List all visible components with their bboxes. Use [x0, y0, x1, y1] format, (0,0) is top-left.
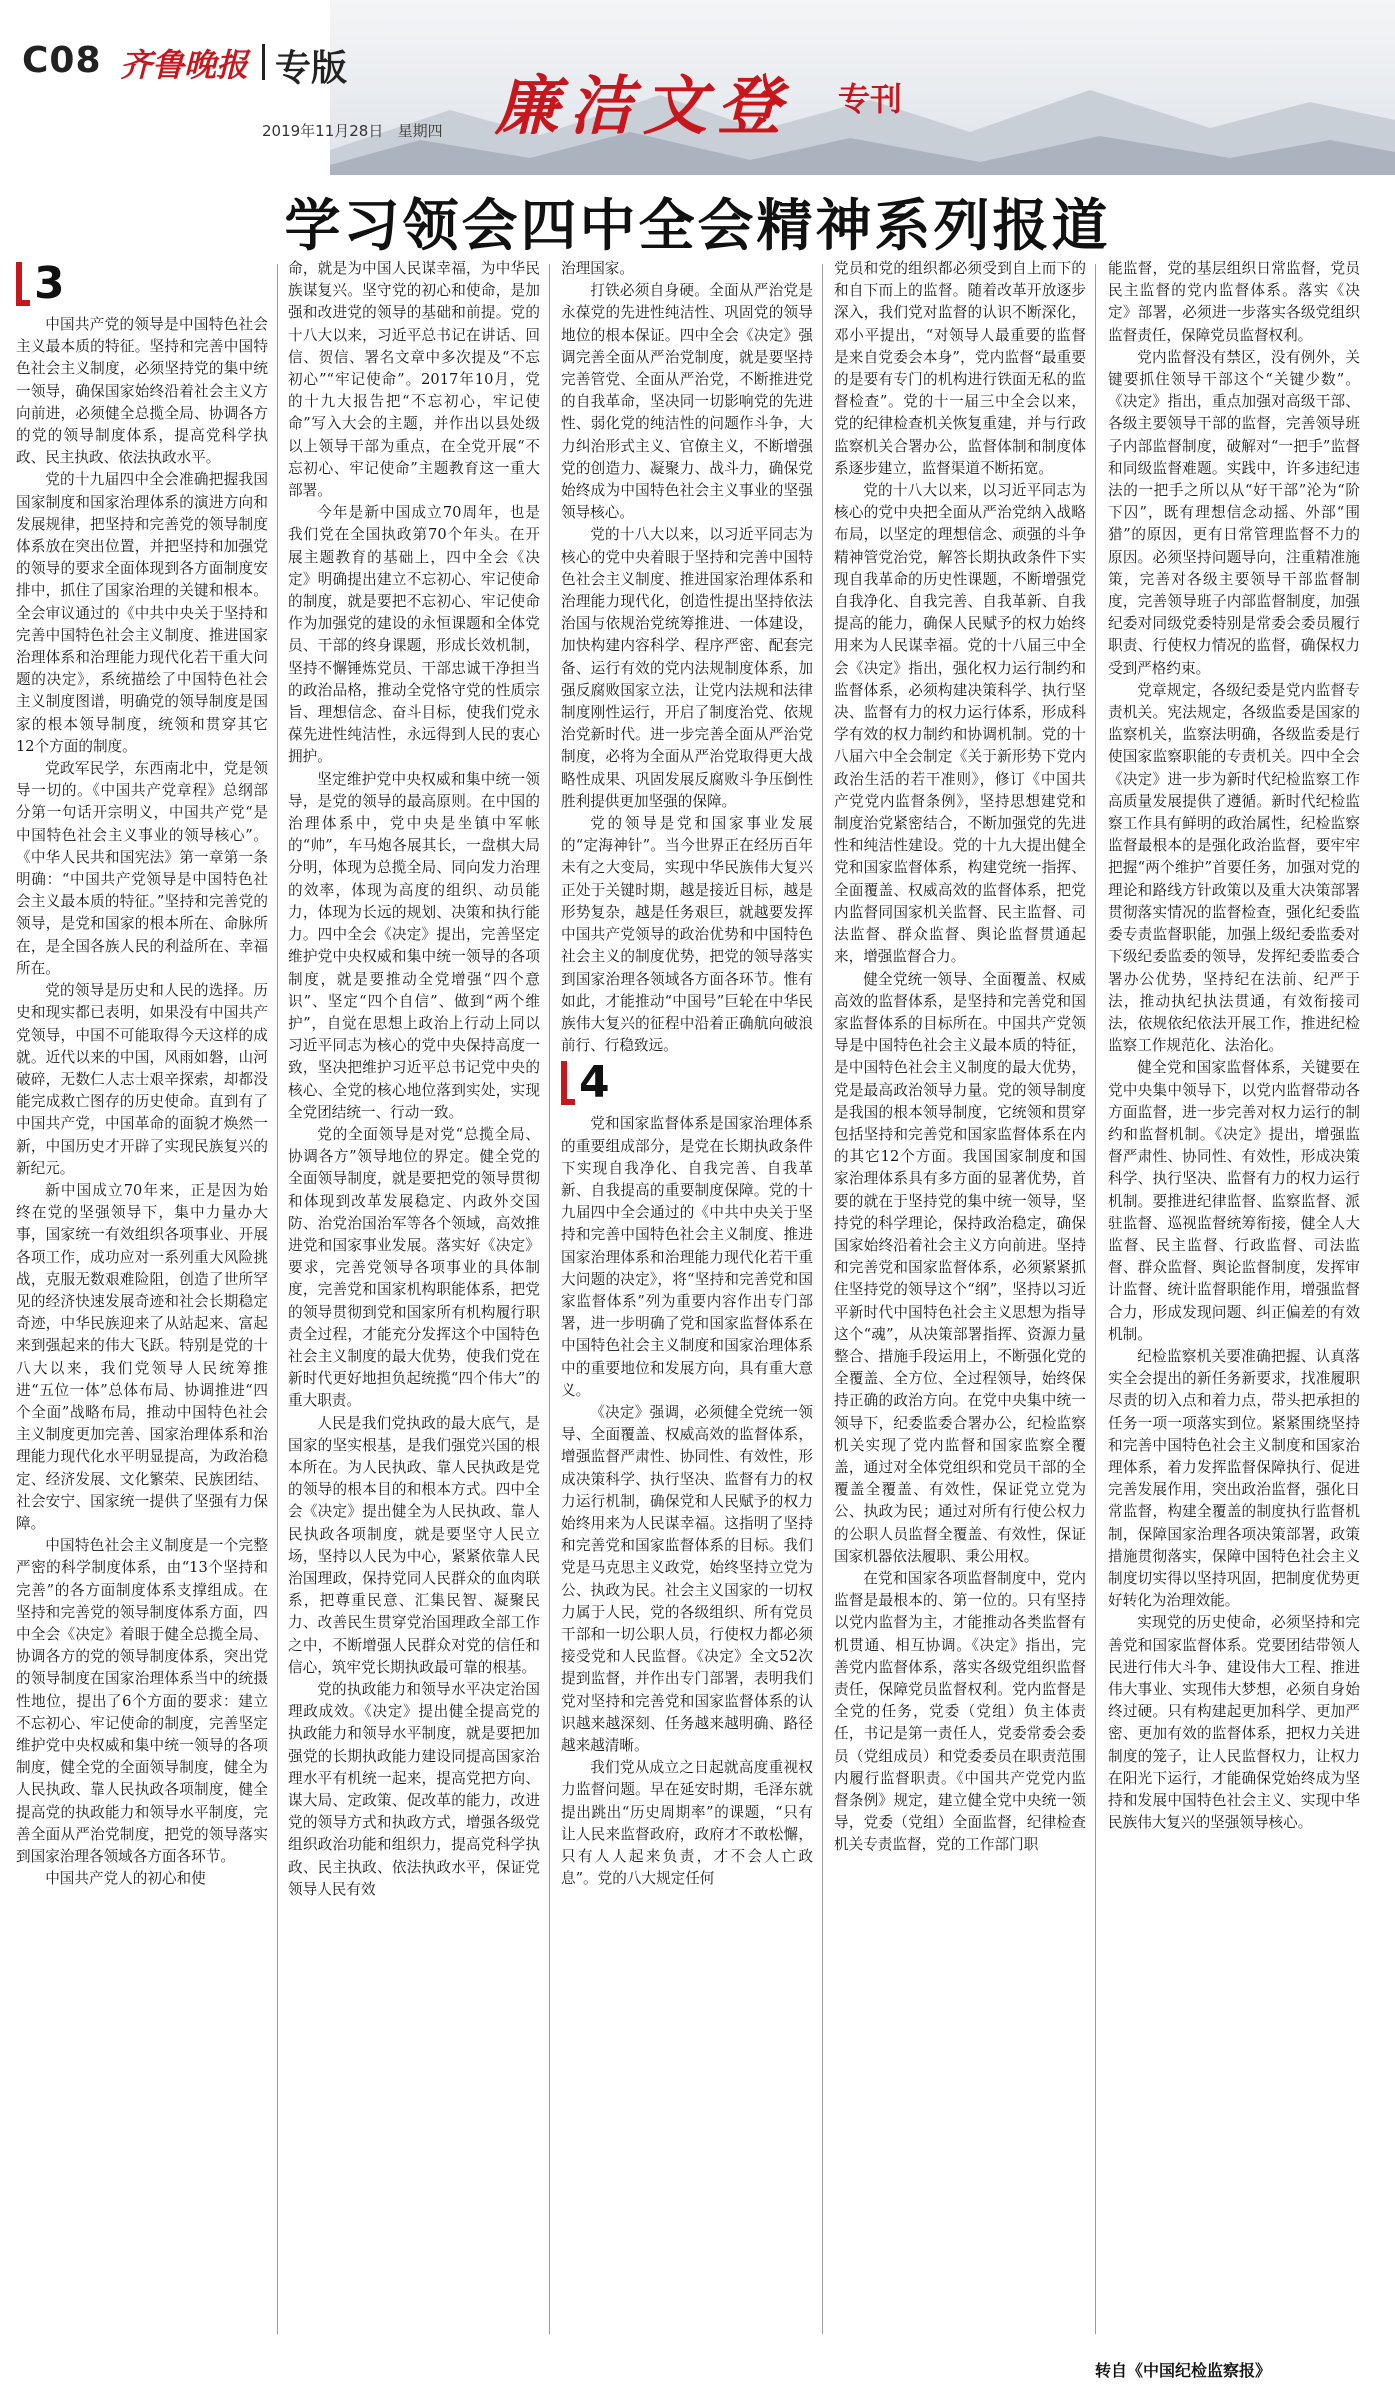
section-3-marker: [16, 258, 268, 309]
column-divider: [822, 264, 823, 2334]
weekday-text: 星期四: [397, 122, 443, 140]
paragraph: 党内监督没有禁区，没有例外，关键要抓住领导干部这个“关键少数”。《决定》指出，重点加强对高级干部、各级主要领导干部的监督，完善领导班子内部监督制度，破解对“一把手”监督和同级监督难题。实践中，许多违纪违法的一把手之所以从“好干部”沦为“阶下囚”，既有理想信念动摇、外部“围猎”的原因，更有日常管理监督不力的原因。必须坚持问题导向，注重精准施策，完善对各级主要领导干部监督制度，完善领导班子内部监督制度，加强纪委对同级党委特别是常委会委员履行职责、行使权力情况的监督，确保权力受到严格约束。: [1108, 348, 1360, 677]
column-4: [834, 258, 1086, 2348]
paragraph: 今年是新中国成立70周年，也是我们党在全国执政第70个年头。在开展主题教育的基础上，四中全会《决定》明确提出建立不忘初心、牢记使命的制度，就是要把不忘初心、牢记使命作为加强党的建设的永恒课题和全体党员、干部的终身课题，形成长效机制，坚持不懈锤炼党员、干部忠诚干净担当的政治品格，推动全党恪守党的性质宗旨、理想信念、奋斗目标，使我们党永葆先进性纯洁性，永远得到人民的衷心拥护。: [288, 504, 540, 766]
column-5: [1108, 258, 1360, 2348]
paragraph: 中国共产党人的初心和使: [45, 1870, 206, 1888]
paragraph: 党员和党的组织都必须受到自上而下的和自下而上的监督。随着改革开放逐步深入，我们党对监督的认识不断深化，邓小平提出，“对领导人最重要的监督是来自党委会本身”，党内监督“最重要的是要有专门的机构进行铁面无私的监督检查”。党的十一届三中全会以来，党的纪律检查机关恢复重建，并与行政监察机关合署办公，监督体制和制度体系逐步建立，监督渠道不断拓宽。: [834, 260, 1086, 477]
paragraph: 人民是我们党执政的最大底气，是国家的坚实根基，是我们强党兴国的根本所在。为人民执政、靠人民执政是党的领导的根本目的和根本方式。四中全会《决定》提出健全为人民执政、靠人民执政各项制度，就是要坚守人民立场，坚持以人民为中心，紧紧依靠人民治国理政，保持党同人民群众的血肉联系，把尊重民意、汇集民智、凝聚民力、改善民生贯穿党治国理政全部工作之中，不断增强人民群众对党的信任和信心，筑牢党长期执政最可靠的根基。: [288, 1414, 540, 1676]
paragraph: 党的全面领导是对党“总揽全局、协调各方”领导地位的界定。健全党的全面领导制度，就是要把党的领导贯彻和体现到改革发展稳定、内政外交国防、治党治国治军等各个领域，高效推进党和国家事业发展。落实好《决定》要求，完善党领导各项事业的具体制度，完善党和国家机构职能体系，把党的领导贯彻到党和国家所有机构履行职责全过程，才能充分发挥这个中国特色社会主义制度的最大优势，使我们党在新时代更好地担负起统揽“四个伟大”的重大职责。: [288, 1125, 540, 1410]
paragraph: 党的领导是历史和人民的选择。历史和现实都已表明，如果没有中国共产党领导，中国不可能取得今天这样的成就。近代以来的中国，风雨如磐，山河破碎，无数仁人志士艰辛探索，却都没能完成救亡图存的历史使命。直到有了中国共产党，中国革命的面貌才焕然一新，中国历史才开辟了实现民族复兴的新纪元。: [16, 982, 268, 1177]
paragraph: 我们党从成立之日起就高度重视权力监督问题。早在延安时期，毛泽东就提出跳出“历史周期率”的课题，“只有让人民来监督政府，政府才不敢松懈，只有人人起来负责，才不会人亡政息”。党的八大规定任何: [561, 1759, 813, 1888]
page-headline: 学习领会四中全会精神系列报道: [284, 194, 1111, 259]
section-number: 3: [34, 258, 65, 309]
date-text: 2019年11月28日: [262, 122, 384, 140]
column-1: [16, 258, 268, 2348]
paragraph: 《决定》强调，必须健全党统一领导、全面覆盖、权威高效的监督体系，增强监督严肃性、协同性、有效性，形成决策科学、执行坚决、监督有力的权力运行机制，确保党和人民赋予的权力始终用来为人民谋幸福。这指明了坚持和完善党和国家监督体系的目标。我们党是马克思主义政党，始终坚持立党为公、执政为民。社会主义国家的一切权力属于人民，党的各级组织、所有党员干部和一切公职人员，行使权力都必须接受党和人民监督。《决定》全文52次提到监督，并作出专门部署，表明我们党对坚持和完善党和国家监督体系的认识越来越深刻、任务越来越明确、路径越来越清晰。: [561, 1403, 813, 1754]
column-divider: [277, 264, 278, 2334]
issue-date: [262, 120, 443, 141]
paragraph: 健全党统一领导、全面覆盖、权威高效的监督体系，是坚持和完善党和国家监督体系的目标所在。中国共产党领导是中国特色社会主义最本质的特征，是中国特色社会主义制度的最大优势，党是最高政治领导力量。党的领导制度是我国的根本领导制度，它统领和贯穿包括坚持和完善党和国家监督体系在内的其它12个方面。我国国家制度和国家治理体系具有多方面的显著优势，首要的就在于坚持党的集中统一领导，坚持党的科学理论，保持政治稳定，确保国家始终沿着社会主义方向前进。坚持和完善党和国家监督体系，必须紧紧抓住坚持党的领导这个“纲”，坚持以习近平新时代中国特色社会主义思想为指导这个“魂”，从决策部署指挥、资源力量整合、措施手段运用上，不断强化党的全覆盖、全方位、全过程领导，始终保持正确的政治方向。在党中央集中统一领导下，纪委监委合署办公，纪检监察机关实现了党内监督和国家监察全覆盖，通过对全体党组织和党员干部的全覆盖全覆盖、有效性，保证党立党为公、执政为民；通过对所有行使公权力的公职人员监督全覆盖、有效性，保证国家机器依法履职、秉公用权。: [834, 970, 1086, 1565]
section-name: 专版: [275, 48, 348, 89]
page-number: C08: [22, 40, 102, 81]
column-title: 廉洁文登: [495, 69, 791, 144]
column-2: [288, 258, 540, 2348]
source-credit: 转自《中国纪检监察报》: [1095, 2361, 1272, 2380]
paragraph: 纪检监察机关要准确把握、认真落实全会提出的新任务新要求，找准履职尽责的切入点和着力点，带头把承担的任务一项一项落实到位。紧紧围绕坚持和完善中国特色社会主义制度和国家治理体系，着力发挥监督保障执行、促进完善发展作用，突出政治监督，强化日常监督，构建全覆盖的制度执行监督机制，保障国家治理各项决策部署，政策措施贯彻落实，保障中国特色社会主义制度切实得以坚持巩固，把制度优势更好转化为治理效能。: [1108, 1347, 1360, 1610]
paragraph: 能监督，党的基层组织日常监督，党员民主监督的党内监督体系。落实《决定》部署，必须进一步落实各级党组织监督责任，保障党员监督权利。: [1108, 260, 1360, 344]
paragraph: 党章规定，各级纪委是党内监督专责机关。宪法规定，各级监委是国家的监察机关，监察法明确，各级监委是行使国家监察职能的专责机关。四中全会《决定》进一步为新时代纪检监察工作高质量发展提供了遵循。新时代纪检监察工作具有鲜明的政治属性，纪检监察监督最根本的是强化政治监督，要牢牢把握“两个维护”首要任务，加强对党的理论和路线方针政策以及重大决策部署贯彻落实情况的监督检查，强化纪委监委专责监督职能，加强上级纪委监委对下级纪委监委的领导，发挥纪委监委合署办公优势，坚持纪在法前、纪严于法，推动执纪执法贯通，有效衔接司法，依规依纪依法开展工作，推进纪检监察工作规范化、法治化。: [1108, 681, 1360, 1055]
paragraph: 打铁必须自身硬。全面从严治党是永葆党的先进性纯洁性、巩固党的领导地位的根本保证。四中全会《决定》强调完善全面从严治党制度，就是要坚持完善管党、全面从严治党，不断推进党的自我革命，坚决同一切影响党的先进性、弱化党的纯洁性的问题作斗争，大力纠治形式主义、官僚主义，不断增强党的创造力、凝聚力、战斗力，确保党始终成为中国特色社会主义事业的坚强领导核心。: [561, 282, 813, 522]
newspaper-logo: 齐鲁晚报: [120, 46, 249, 84]
section-bar-foot: [16, 300, 30, 306]
paragraph: 坚定维护党中央权威和集中统一领导，是党的领导的最高原则。在中国的治理体系中，党中央是坐镇中军帐的“帅”，车马炮各展其长，一盘棋大局分明，体现为总揽全局、同向发力治理的效率，体现为高度的组织、动员能力，体现为长远的规划、决策和执行能力。四中全会《决定》提出，完善坚定维护党中央权威和集中统一领导的各项制度，就是要推动全党增强“四个意识”、坚定“四个自信”、做到“两个维护”，自觉在思想上政治上行动上同以习近平同志为核心的党中央保持高度一致，坚决把维护习近平总书记党中央的核心、全党的核心地位落到实处，实现全党团结统一、行动一致。: [288, 770, 540, 1121]
paragraph: 治理国家。: [561, 260, 634, 277]
section-4-marker: [561, 1057, 813, 1109]
column-3: [561, 258, 813, 2348]
section-bar-foot: [561, 1099, 575, 1105]
paragraph: 实现党的历史使命，必须坚持和完善党和国家监督体系。党要团结带领人民进行伟大斗争、建设伟大工程、推进伟大事业、实现伟大梦想，必须自身始终过硬。只有构建起更加科学、更加严密、更加有效的监督体系，把权力关进制度的笼子，让人民监督权力，让权力在阳光下运行，才能确保党始终成为坚持和发展中国特色社会主义、实现中华民族伟大复兴的坚强领导核心。: [1108, 1614, 1360, 1832]
masthead-divider: [262, 44, 265, 80]
column-subtitle: 专刊: [838, 80, 903, 118]
column-divider: [1095, 264, 1096, 2334]
paragraph: 党的十八大以来，以习近平同志为核心的党中央着眼于坚持和完善中国特色社会主义制度、推进国家治理体系和治理能力现代化，创造性提出坚持依法治国与依规治党统筹推进、一体建设，加快构建内容科学、程序严密、配套完备、运行有效的党内法规制度体系，加强反腐败国家立法，让党内法规和法律制度刚性运行，开启了制度治党、依规治党新时代。进一步完善全面从严治党制度，必将为全面从严治党取得更大战略性成果、巩固发展反腐败斗争压倒性胜利提供更加坚强的保障。: [561, 526, 813, 810]
paragraph: 党政军民学，东西南北中，党是领导一切的。《中国共产党章程》总纲部分第一句话开宗明义，中国共产党“是中国特色社会主义事业的领导核心”。《中华人民共和国宪法》第一章第一条明确：“中国共产党领导是中国特色社会主义最本质的特征。”坚持和完善党的领导，是党和国家的根本所在、命脉所在，是全国各族人民的利益所在、幸福所在。: [16, 760, 268, 977]
paragraph: 党的十八大以来，以习近平同志为核心的党中央把全面从严治党纳入战略布局，以坚定的理想信念、顽强的斗争精神管党治党，解答长期执政条件下实现自我革命的历史性课题，不断增强党自我净化、自我完善、自我革新、自我提高的能力，确保人民赋予的权力始终用来为人民谋幸福。党的十八届三中全会《决定》指出，强化权力运行制约和监督体系，必须构建决策科学、执行坚决、监督有力的权力运行体系，形成科学有效的权力制约和协调机制。党的十八届六中全会制定《关于新形势下党内政治生活的若干准则》，修订《中国共产党党内监督条例》，坚持思想建党和制度治党紧密结合，不断加强党的先进性和纯洁性建设。党的十九大提出健全党和国家监督体系，构建党统一指挥、全面覆盖、权威高效的监督体系，把党内监督同国家机关监督、民主监督、司法监督、群众监督、舆论监督贯通起来，增强监督合力。: [834, 482, 1086, 966]
paragraph: 健全党和国家监督体系，关键要在党中央集中领导下，以党内监督带动各方面监督，进一步完善对权力运行的制约和监督机制。《决定》提出，增强监督严肃性、协同性、有效性，形成决策科学、执行坚决、监督有力的权力运行机制。要推进纪律监督、监察监督、派驻监督、巡视监督统筹衔接，健全人大监督、民主监督、行政监督、司法监督、群众监督、舆论监督制度，发挥审计监督、统计监督职能作用，增强监督合力，形成发现问题、纠正偏差的有效机制。: [1108, 1059, 1360, 1343]
paragraph: 中国特色社会主义制度是一个完整严密的科学制度体系，由“13个坚持和完善”的各方面制度体系支撑组成。在坚持和完善党的领导制度体系方面，四中全会《决定》着眼于健全总揽全局、协调各方的党的领导制度体系，突出党的领导制度在国家治理体系当中的统摄性地位，提出了6个方面的要求：建立不忘初心、牢记使命的制度，完善坚定维护党中央权威和集中统一领导的各项制度，健全党的全面领导制度，健全为人民执政、靠人民执政各项制度，健全提高党的执政能力和领导水平制度，完善全面从严治党制度，把党的领导落实到国家治理各领域各方面各环节。: [16, 1537, 268, 1866]
article-columns: [16, 258, 1388, 2348]
paragraph: 党的执政能力和领导水平决定治国理政成效。《决定》提出健全提高党的执政能力和领导水平制度，就是要把加强党的长期执政能力建设同提高国家治理水平有机统一起来，提高党把方向、谋大局、定政策、促改革的能力，改进党的领导方式和执政方式，增强各级党组织政治功能和组织力，提高党科学执政、民主执政、依法执政水平，保证党领导人民有效: [288, 1681, 540, 1898]
paragraph: 命，就是为中国人民谋幸福，为中华民族谋复兴。坚守党的初心和使命，是加强和改进党的领导的基础和前提。党的十八大以来，习近平总书记在讲话、回信、贺信、署名文章中多次提及“不忘初心”“牢记使命”。2017年10月，党的十九大报告把“不忘初心，牢记使命”写入大会的主题，并作出以县处级以上领导干部为重点，在全党开展“不忘初心、牢记使命”主题教育这一重大部署。: [288, 260, 540, 500]
masthead: [0, 0, 1395, 175]
paragraph: 党和国家监督体系是国家治理体系的重要组成部分，是党在长期执政条件下实现自我净化、自我完善、自我革新、自我提高的重要制度保障。党的十九届四中全会通过的《中共中央关于坚持和完善中国特色社会主义制度、推进国家治理体系和治理能力现代化若干重大问题的决定》，将“坚持和完善党和国家监督体系”列为重要内容作出专门部署，进一步明确了党和国家监督体系在中国特色社会主义制度和国家治理体系中的重要地位和发展方向，具有重大意义。: [561, 1115, 813, 1399]
paragraph: 党的十九届四中全会准确把握我国国家制度和国家治理体系的演进方向和发展规律，把坚持和完善党的领导制度体系放在突出位置，并把坚持和加强党的领导的要求全面体现到各方面制度安排中，抓住了国家治理的关键和根本。全会审议通过的《中共中央关于坚持和完善中国特色社会主义制度、推进国家治理体系和治理能力现代化若干重大问题的决定》，系统描绘了中国特色社会主义制度图谱，明确党的领导制度是国家的根本领导制度，统领和贯穿其它12个方面的制度。: [16, 471, 268, 755]
paragraph: 党的领导是党和国家事业发展的“定海神针”。当今世界正在经历百年未有之大变局，实现中华民族伟大复兴正处于关键时期，越是接近目标，越是形势复杂，越是任务艰巨，就越要发挥中国共产党领导的政治优势和中国特色社会主义的制度优势，把党的领导落实到国家治理各领域各方面各环节。惟有如此，才能推动“中国号”巨轮在中华民族伟大复兴的征程中沿着正确航向破浪前行、行稳致远。: [561, 815, 813, 1055]
column-divider: [549, 264, 550, 2334]
paragraph: 在党和国家各项监督制度中，党内监督是最根本的、第一位的。只有坚持以党内监督为主，才能推动各类监督有机贯通、相互协调。《决定》指出，完善党内监督体系，落实各级党组织监督责任，保障党员监督权利。党内监督是全党的任务，党委（党组）负主体责任，书记是第一责任人，党委常委会委员（党组成员）和党委委员在职责范围内履行监督职责。《中国共产党党内监督条例》规定，建立健全党中央统一领导，党委（党组）全面监督，纪律检查机关专责监督，党的工作部门职: [834, 1569, 1086, 1854]
paragraph: 中国共产党的领导是中国特色社会主义最本质的特征。坚持和完善中国特色社会主义制度，必须坚持党的集中统一领导，确保国家始终沿着社会主义方向前进，必须健全总揽全局、协调各方的党的领导制度体系，提高党科学执政、民主执政、依法执政水平。: [16, 316, 268, 467]
paragraph: 新中国成立70年来，正是因为始终在党的坚强领导下，集中力量办大事，国家统一有效组织各项事业、开展各项工作，成功应对一系列重大风险挑战，克服无数艰难险阻，创造了世所罕见的经济快速发展奇迹和社会长期稳定奇迹，中华民族迎来了从站起来、富起来到强起来的伟大飞跃。特别是党的十八大以来，我们党领导人民统筹推进“五位一体”总体布局、协调推进“四个全面”战略布局，推动中国特色社会主义制度更加完善、国家治理体系和治理能力现代化水平明显提高，为政治稳定、经济发展、文化繁荣、民族团结、社会安宁、国家统一提供了坚强有力保障。: [16, 1181, 268, 1532]
section-number: 4: [579, 1057, 610, 1109]
